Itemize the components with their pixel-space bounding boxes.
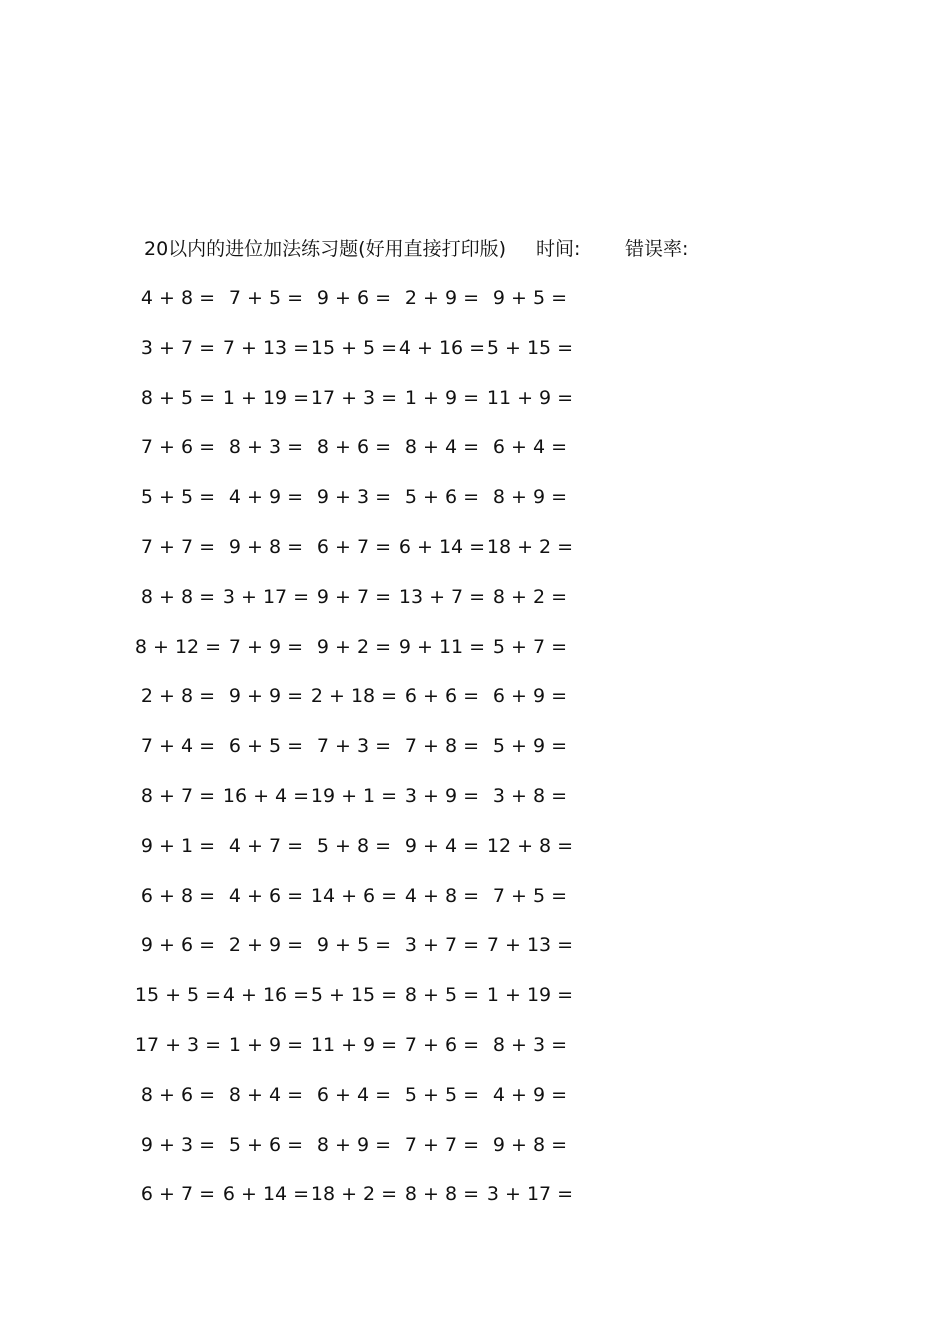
addition-problem: 9 + 3 = — [140, 1133, 216, 1156]
addition-problem: 8 + 4 = — [404, 436, 480, 459]
addition-problem: 1 + 9 = — [404, 386, 480, 409]
addition-problem: 5 + 5 = — [404, 1083, 480, 1106]
addition-problem: 11 + 9 = — [310, 1033, 398, 1056]
addition-problem: 6 + 14 = — [398, 535, 486, 558]
addition-problem: 7 + 9 = — [228, 635, 304, 658]
addition-problem: 7 + 5 = — [228, 287, 304, 309]
addition-problem: 6 + 7 = — [140, 1183, 216, 1206]
addition-problem: 4 + 8 = — [140, 287, 216, 309]
addition-problem: 8 + 6 = — [316, 436, 392, 459]
addition-problem: 7 + 13 = — [486, 934, 574, 957]
addition-problem: 8 + 9 = — [492, 486, 568, 509]
addition-problem: 9 + 5 = — [492, 287, 568, 309]
problem-row — [0, 583, 950, 633]
addition-problem: 9 + 3 = — [316, 486, 392, 509]
addition-problem: 6 + 6 = — [404, 685, 480, 708]
addition-problem: 7 + 6 = — [140, 436, 216, 459]
addition-problem: 7 + 8 = — [404, 735, 480, 758]
addition-problem: 8 + 7 = — [140, 784, 216, 807]
addition-problem: 8 + 3 = — [228, 436, 304, 459]
addition-problem: 3 + 7 = — [140, 336, 216, 359]
addition-problem: 6 + 14 = — [222, 1183, 310, 1206]
addition-problem: 7 + 7 = — [404, 1133, 480, 1156]
addition-problem: 8 + 9 = — [316, 1133, 392, 1156]
addition-problem: 9 + 8 = — [492, 1133, 568, 1156]
addition-problem: 4 + 7 = — [228, 834, 304, 857]
addition-problem: 2 + 8 = — [140, 685, 216, 708]
addition-problem: 9 + 1 = — [140, 834, 216, 857]
addition-problem: 9 + 8 = — [228, 535, 304, 558]
addition-problem: 3 + 7 = — [404, 934, 480, 957]
problem-row — [0, 483, 950, 533]
problem-row — [0, 832, 950, 882]
problem-row — [0, 633, 950, 683]
addition-problem: 8 + 3 = — [492, 1033, 568, 1056]
addition-problem: 7 + 7 = — [140, 535, 216, 558]
addition-problem: 7 + 3 = — [316, 735, 392, 758]
addition-problem: 8 + 5 = — [404, 984, 480, 1007]
addition-problem: 8 + 4 = — [228, 1083, 304, 1106]
addition-problem: 7 + 6 = — [404, 1033, 480, 1056]
addition-problem: 6 + 4 = — [316, 1083, 392, 1106]
addition-problem: 12 + 8 = — [486, 834, 574, 857]
addition-problem: 7 + 4 = — [140, 735, 216, 758]
addition-problem: 5 + 8 = — [316, 834, 392, 857]
addition-problem: 4 + 6 = — [228, 884, 304, 907]
addition-problem: 8 + 6 = — [140, 1083, 216, 1106]
addition-problem: 4 + 9 = — [228, 486, 304, 509]
addition-problem: 15 + 5 = — [134, 984, 222, 1007]
addition-problem: 5 + 6 = — [404, 486, 480, 509]
addition-problem: 19 + 1 = — [310, 784, 398, 807]
addition-problem: 15 + 5 = — [310, 336, 398, 359]
problem-row — [0, 682, 950, 732]
addition-problem: 8 + 5 = — [140, 386, 216, 409]
problem-row — [0, 1180, 950, 1230]
problem-row — [0, 384, 950, 434]
problem-row — [0, 882, 950, 932]
problem-row — [0, 334, 950, 384]
addition-problem: 2 + 9 = — [228, 934, 304, 957]
addition-problem: 1 + 9 = — [228, 1033, 304, 1056]
addition-problem: 6 + 9 = — [492, 685, 568, 708]
addition-problem: 1 + 19 = — [486, 984, 574, 1007]
addition-problem: 6 + 8 = — [140, 884, 216, 907]
addition-problem: 1 + 19 = — [222, 386, 310, 409]
addition-problem: 16 + 4 = — [222, 784, 310, 807]
addition-problem: 9 + 7 = — [316, 585, 392, 608]
addition-problem: 8 + 8 = — [140, 585, 216, 608]
addition-problem: 9 + 4 = — [404, 834, 480, 857]
worksheet-title: 20以内的进位加法练习题(好用直接打印版) — [144, 238, 507, 260]
addition-problem: 9 + 6 = — [140, 934, 216, 957]
addition-problem: 8 + 2 = — [492, 585, 568, 608]
addition-problem: 7 + 5 = — [492, 884, 568, 907]
addition-problem: 2 + 9 = — [404, 287, 480, 309]
addition-problem: 18 + 2 = — [310, 1183, 398, 1206]
addition-problem: 3 + 17 = — [222, 585, 310, 608]
addition-problem: 5 + 15 = — [310, 984, 398, 1007]
error-rate-label: 错误率: — [625, 238, 689, 260]
addition-problem: 4 + 16 = — [222, 984, 310, 1007]
addition-problem: 7 + 13 = — [222, 336, 310, 359]
addition-problem: 6 + 4 = — [492, 436, 568, 459]
problem-row — [0, 732, 950, 782]
addition-problem: 4 + 8 = — [404, 884, 480, 907]
addition-problem: 3 + 9 = — [404, 784, 480, 807]
addition-problem: 4 + 9 = — [492, 1083, 568, 1106]
addition-problem: 5 + 15 = — [486, 336, 574, 359]
addition-problem: 18 + 2 = — [486, 535, 574, 558]
addition-problem: 9 + 6 = — [316, 287, 392, 309]
addition-problem: 11 + 9 = — [486, 386, 574, 409]
addition-problem: 4 + 16 = — [398, 336, 486, 359]
problem-row — [0, 1131, 950, 1181]
addition-problem: 3 + 8 = — [492, 784, 568, 807]
addition-problem: 6 + 7 = — [316, 535, 392, 558]
problem-row — [0, 284, 950, 334]
problem-row — [0, 433, 950, 483]
problem-grid — [0, 284, 950, 1230]
addition-problem: 17 + 3 = — [134, 1033, 222, 1056]
problem-row — [0, 782, 950, 832]
addition-problem: 5 + 5 = — [140, 486, 216, 509]
problem-row — [0, 533, 950, 583]
addition-problem: 5 + 6 = — [228, 1133, 304, 1156]
addition-problem: 3 + 17 = — [486, 1183, 574, 1206]
addition-problem: 9 + 2 = — [316, 635, 392, 658]
problem-row — [0, 931, 950, 981]
addition-problem: 5 + 9 = — [492, 735, 568, 758]
problem-row — [0, 981, 950, 1031]
addition-problem: 9 + 11 = — [398, 635, 486, 658]
problem-row — [0, 1031, 950, 1081]
addition-problem: 5 + 7 = — [492, 635, 568, 658]
addition-problem: 14 + 6 = — [310, 884, 398, 907]
addition-problem: 9 + 9 = — [228, 685, 304, 708]
time-label: 时间: — [536, 238, 581, 260]
addition-problem: 9 + 5 = — [316, 934, 392, 957]
addition-problem: 2 + 18 = — [310, 685, 398, 708]
problem-row — [0, 1081, 950, 1131]
addition-problem: 13 + 7 = — [398, 585, 486, 608]
addition-problem: 8 + 12 = — [134, 635, 222, 658]
addition-problem: 6 + 5 = — [228, 735, 304, 758]
addition-problem: 8 + 8 = — [404, 1183, 480, 1206]
addition-problem: 17 + 3 = — [310, 386, 398, 409]
